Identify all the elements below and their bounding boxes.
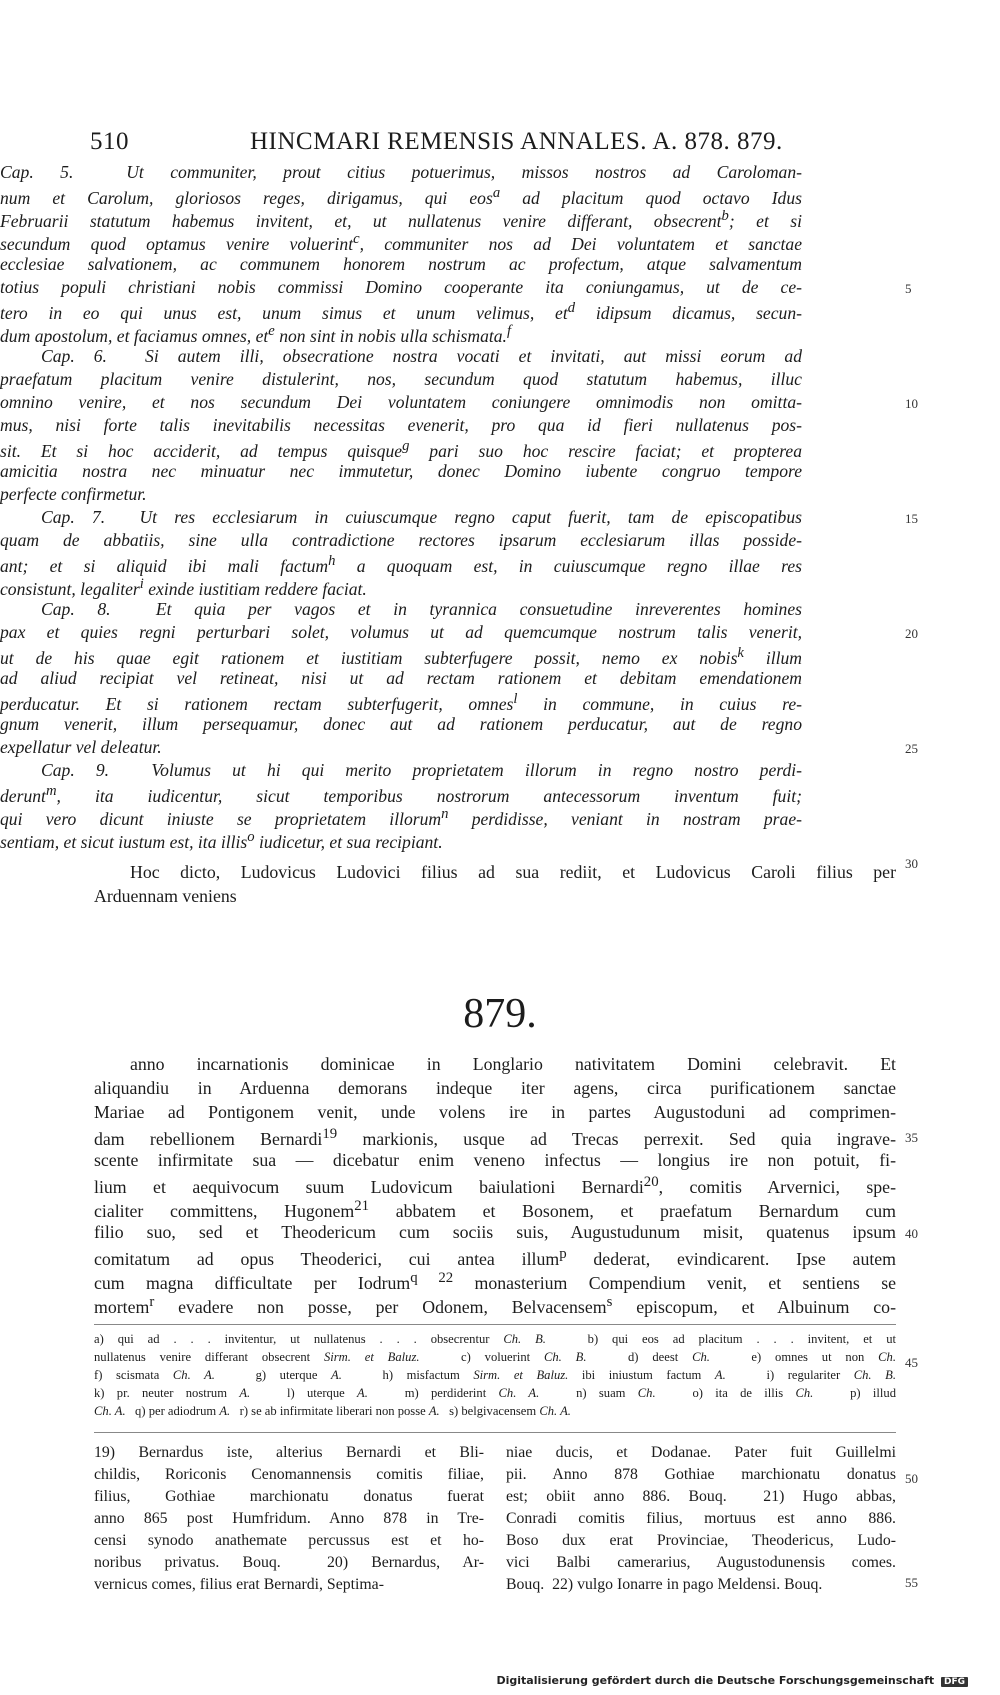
text-line: lium et aequivocum suum Ludovicum baiulationi Bernardi$^{20}$, comitis Arvernici, spe-	[94, 1174, 896, 1197]
cap-9-line: qui vero dicunt iniuste se proprietatem illorum$^n$ perdidisse, veniant in nostram prae-	[0, 806, 802, 829]
cap-5-line: ecclesiae salvationem, ac communem honorem nostrum ac profectum, atque salvamentum	[0, 254, 802, 274]
cap-7-line: ant; et si aliquid ibi mali factum$^h$ a quoquam est, in cuiuscumque regno illae res	[0, 553, 802, 576]
cap-5-line: dum apostolum, et faciamus omnes, $et^e$ non sint in nobis ulla schismata.$^f$	[0, 323, 512, 346]
text-line: mortem$^r$ evadere non posse, per Odonem, Belvacensem$^s$ episcopum, et Albuinum co-	[94, 1294, 896, 1317]
variant-line: f) scismata Ch. A. g) uterque A. h) misfactum Sirm. et Baluz. ibi iniustum factum A. i) regulariter Ch. B.	[94, 1368, 896, 1382]
closing-line: Arduennam veniens	[94, 886, 237, 906]
margin-number: 20	[905, 626, 918, 641]
variant-line: a) qui ad . . . invitentur, ut nullatenus . . . obsecrentur Ch. B. b) qui eos ad placitum . . . invitent, et ut	[94, 1332, 896, 1346]
note-line: pii. Anno 878 Gothiae marchionatu donatus	[506, 1466, 896, 1483]
margin-number: 35	[905, 1130, 918, 1145]
cap-7-line: consistunt, legaliter$^i$ exinde iustitiam reddere faciat.	[0, 576, 367, 599]
cap-7-line: Cap. 7. Ut res ecclesiarum in cuiuscumque regno caput fuerit, tam de episcopatibus	[41, 507, 802, 527]
variant-line: Ch. A. q) per adiodrum A. r) se ab infirmitate liberari non posse A. s) belgivacensem Ch. A.	[94, 1404, 571, 1418]
cap-7-line: quam de abbatiis, sine ulla contradictione rectores ipsarum ecclesiarum illas posside-	[0, 530, 802, 550]
cap-6-line: praefatum placitum venire distulerint, nos, secundum quod statutum habemus, illuc	[0, 369, 802, 389]
variant-line: nullatenus venire differant obsecrent Sirm. et Baluz. c) voluerint Ch. B. d) deest Ch. e) omnes ut non Ch.	[94, 1350, 897, 1364]
margin-number: 45	[905, 1355, 918, 1370]
text-line: cum magna difficultate per Iodrum$^{q 22}$ monasterium Compendium venit, et sentiens se	[94, 1270, 897, 1293]
notes-rule	[94, 1432, 896, 1433]
text-line: comitatum ad opus Theoderici, cui antea illum$^p$ dederat, evindicarent. Ipse autem	[94, 1246, 896, 1269]
note-line: noribus privatus. Bouq. 20) Bernardus, Ar-	[94, 1554, 484, 1571]
cap-5-line: totius populi christiani nobis commissi Domino cooperante ita coniungamus, ut de ce-	[0, 277, 802, 297]
note-line: niae ducis, et Dodanae. Pater fuit Guillelmi	[506, 1444, 896, 1461]
closing-line: Hoc dicto, Ludovicus Ludovici filius ad sua rediit, et Ludovicus Caroli filius per	[130, 862, 896, 882]
cap-9-line: Cap. 9. Volumus ut hi qui merito proprietatem illorum in regno nostro perdi-	[41, 760, 802, 780]
credit-text: Digitalisierung gefördert durch die Deutsche Forschungsgemeinschaft	[496, 1674, 935, 1687]
note-line: Conradi comitis filius, mortuus est anno 886.	[506, 1510, 896, 1527]
cap-5-line: secundum quod optamus venire voluerint$^c$, communiter nos ad Dei voluntatem et sanctae	[0, 231, 802, 254]
margin-number: 50	[905, 1471, 918, 1486]
cap-6-line: mus, nisi forte talis inevitabilis necessitas evenerit, pro qua id fieri nullatenus pos-	[0, 415, 802, 435]
text-line: filio suo, sed et Theodericum cum sociis suis, Augustudunum misit, quatenus ipsum	[94, 1222, 896, 1242]
cap-6-line: sit. Et si hoc acciderit, ad tempus quisque$^g$ pari suo hoc rescire faciat; et propterea	[0, 438, 803, 461]
text-line: scente infirmitate sua — dicebatur enim veneno infectus — longius ire non potuit, fi-	[94, 1150, 896, 1170]
cap-9-line: derunt$^m$, ita iudicentur, sicut temporibus nostrorum antecessorum inventum fuit;	[0, 783, 802, 806]
cap-6-line: Cap. 6. Si autem illi, obsecratione nostra vocati et invitati, aut missi eorum ad	[41, 346, 802, 366]
margin-number: 5	[905, 281, 912, 296]
variant-line: k) pr. neuter nostrum A. l) uterque A. m) perdiderint Ch. A. n) suam Ch. o) ita de illis Ch. p) illud	[94, 1386, 897, 1400]
note-line: vernicus comes, filius erat Bernardi, Septima-	[94, 1576, 384, 1593]
margin-number: 40	[905, 1226, 918, 1241]
margin-number: 55	[905, 1575, 918, 1590]
margin-number: 25	[905, 741, 918, 756]
cap-8-line: ad aliud recipiat vel retineat, nisi ut ad rectam rationem et debitam emendationem	[0, 668, 802, 688]
cap-8-line: gnum venerit, illum persequamur, donec aut ad rationem perducatur, aut de regno	[0, 714, 802, 734]
note-line: est; obiit anno 886. Bouq. 21) Hugo abbas,	[506, 1488, 896, 1505]
note-line: Boso dux erat Provinciae, Theodericus, Ludo-	[506, 1532, 896, 1549]
cap-8-line: Cap. 8. Et quia per vagos et in tyrannica consuetudine inreverentes homines	[41, 599, 802, 619]
text-line: dam rebellionem Bernardi$^{19}$ markionis, usque ad Trecas perrexit. Sed quia ingrave-	[94, 1126, 896, 1149]
cap-8-line: ut de his quae egit rationem et iustitiam subterfugere possit, nemo ex nobis$^k$ illum	[0, 645, 802, 668]
margin-number: 15	[905, 511, 918, 526]
year-heading: 879.	[463, 991, 537, 1037]
cap-5-line: Cap. 5. Ut communiter, prout citius potuerimus, missos nostros ad Caroloman-	[0, 162, 802, 182]
note-line: childis, Roriconis Cenomannensis comitis filiae,	[94, 1466, 484, 1483]
running-title: HINCMARI REMENSIS ANNALES. A. 878. 879.	[250, 128, 783, 155]
page-number: 510	[90, 128, 129, 155]
footnote-rule	[94, 1324, 896, 1325]
note-line: Bouq. 22) vulgo Ionarre in pago Meldensi. Bouq.	[506, 1576, 823, 1593]
running-header	[90, 128, 910, 162]
dfg-logo: DFG	[941, 1677, 968, 1687]
cap-9-line: sentiam, et sicut iustum est, ita illis$^o$ iudicetur, et sua recipiant.	[0, 829, 443, 852]
note-line: anno 865 post Humfridum. Anno 878 in Tre-	[94, 1510, 484, 1527]
text-line: anno incarnationis dominicae in Longlario nativitatem Domini celebravit. Et	[130, 1054, 896, 1074]
margin-number: 30	[905, 856, 918, 871]
cap-5-line: tero in eo qui unus est, unum simus et unum velimus, $et^d$ idipsum dicamus, secun-	[0, 300, 802, 323]
cap-6-line: omnino venire, et nos secundum Dei voluntatem coniungere omnimodis non omitta-	[0, 392, 802, 412]
cap-8-line: pax et quies regni perturbari solet, volumus ut ad quemcumque nostrum talis venerit,	[0, 622, 802, 642]
cap-5-line: Februarii statutum habemus invitent, et, ut nullatenus venire differant, obsecrent$^b$; et si	[0, 208, 802, 231]
note-line: censi synodo anathemate percussus est et ho-	[94, 1532, 484, 1549]
text-line: aliquandiu in Arduenna demorans indeque iter agens, circa purificationem sanctae	[94, 1078, 896, 1098]
cap-5-line: num et Carolum, gloriosos reges, dirigamus, qui eos$^a$ ad placitum quod octavo Idus	[0, 185, 802, 208]
digitization-credit	[496, 1674, 968, 1687]
note-line: 19) Bernardus iste, alterius Bernardi et Bli-	[94, 1444, 484, 1461]
note-line: vici Balbi camerarius, Augustodunensis comes.	[506, 1554, 896, 1571]
text-line: cialiter committens, Hugonem$^{21}$ abbatem et Bosonem, et praefatum Bernardum cum	[94, 1198, 896, 1221]
text-line: Mariae ad Pontigonem venit, unde volens ire in partes Augustoduni ad comprimen-	[94, 1102, 896, 1122]
cap-8-line: expellatur vel deleatur.	[0, 737, 162, 757]
cap-6-line: perfecte confirmetur.	[0, 484, 147, 504]
note-line: filius, Gothiae marchionatu donatus fuerat	[94, 1488, 484, 1505]
cap-8-line: perducatur. Et si rationem rectam subterfugerit, omnes$^l$ in commune, in cuius re-	[0, 691, 802, 714]
margin-number: 10	[905, 396, 918, 411]
cap-6-line: amicitia nostra nec minuatur nec immutetur, donec Domino iubente congruo tempore	[0, 461, 802, 481]
